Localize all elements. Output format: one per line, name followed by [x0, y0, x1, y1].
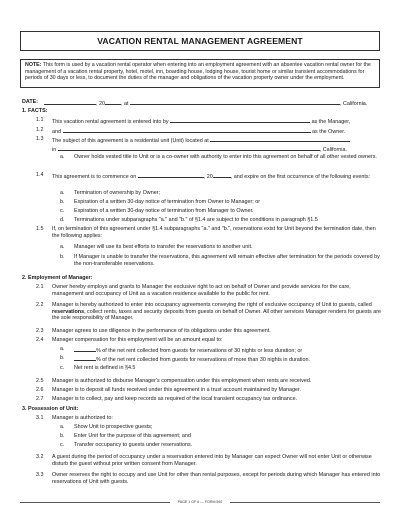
para-num: 2.6: [36, 387, 44, 393]
short-stay-percent-field[interactable]: [74, 346, 96, 352]
footer-text: PAGE 1 OF 6 — FORM 592: [177, 500, 223, 504]
item-text: If Manager is unable to transfer the reservations, this agreement will remain effective after termination for the periods covered by the non-transferable reservations.: [74, 254, 380, 267]
para-text: 20: [206, 174, 213, 180]
para-num: 1.3: [36, 136, 44, 142]
note-box: [20, 59, 380, 88]
date-label: DATE:: [22, 99, 39, 105]
page-footer: [0, 500, 400, 504]
item-text: Owner holds vested title to Unit or is a co-owner with authority to enter into this agreement on behalf of all other vested owners.: [74, 154, 377, 160]
section-1-heading: 1. FACTS:: [22, 108, 48, 114]
date-field[interactable]: [44, 99, 96, 105]
date-at: at: [124, 101, 129, 107]
item-text: Show Unit to prospective guests;: [74, 424, 153, 430]
para-num: 2.4: [36, 337, 44, 343]
long-stay-percent-field[interactable]: [74, 355, 96, 361]
date-state: , California.: [340, 101, 368, 107]
owner-name-field[interactable]: [63, 127, 311, 133]
para-2-3: Manager agrees to use diligence in the performance of its obligations under this agreement.: [52, 328, 271, 334]
para-text: in: [52, 147, 57, 153]
para-text: and: [52, 129, 61, 135]
item-letter: c.: [60, 208, 65, 214]
para-num: 1.1: [36, 117, 44, 123]
para-1-5: If, on termination of this agreement under §1.4 subparagraphs "a." and "b.", reservations exist for Unit beyond the termination date, then the following applies:: [52, 226, 376, 239]
item-letter: a.: [60, 346, 65, 352]
para-text: as the Manager,: [311, 119, 351, 125]
footer-rule-left: [20, 502, 170, 503]
date-line: , 20 , at , California.: [44, 99, 367, 108]
item-letter: b.: [60, 433, 65, 439]
para-num: 1.2: [36, 127, 44, 133]
para-num: 2.3: [36, 328, 44, 334]
para-num: 3.3: [36, 472, 44, 478]
para-bold: reservations: [52, 308, 85, 315]
para-num: 1.4: [36, 172, 44, 178]
item-letter: c.: [60, 442, 65, 448]
date-place-field[interactable]: [130, 99, 340, 105]
item-text: Terminations under subparagraphs "a." and "b." of §1.4 are subject to the conditions in paragraph §1.5: [74, 217, 318, 223]
unit-address-field[interactable]: [210, 136, 350, 142]
para-num: 2.5: [36, 378, 44, 384]
item-text: % of the net rent collected from guests for reservations of 30 nights or less duration; or: [96, 348, 303, 354]
item-letter: b.: [60, 199, 65, 205]
item-letter: b.: [60, 254, 65, 260]
footer-rule-right: [230, 502, 380, 503]
date-year-field[interactable]: [105, 99, 121, 105]
para-2-7: Manager is to collect, pay and keep records as required of the local transient occupancy tax ordinance.: [52, 396, 298, 402]
item-text: Expiration of a written 30-day notice of termination from Manager to Owner.: [74, 208, 254, 214]
item-text: Transfer occupancy to guests under reservations.: [74, 442, 193, 448]
item-2-4-b: [74, 355, 310, 364]
para-num: 2.7: [36, 396, 44, 402]
para-1-2: [52, 127, 345, 136]
item-letter: a.: [60, 424, 65, 430]
item-text: Net rent is defined in §4.5: [74, 365, 136, 371]
item-text: Termination of ownership by Owner;: [74, 190, 160, 196]
para-text: , collect rents, taxes and security deposits from guests on behalf of Owner. All other services Manager renders for guests are the sole responsibility of Manager.: [52, 308, 381, 322]
para-text: The subject of this agreement is a residential unit (Unit) located at: [52, 138, 209, 144]
para-text: , and expire on the first occurrence of the following events:: [230, 174, 371, 180]
para-2-4: Manager compensation for this employment will be an amount equal to:: [52, 337, 223, 343]
section-2-heading: 2. Employment of Manager:: [22, 275, 93, 281]
para-num: 3.1: [36, 415, 44, 421]
item-letter: d.: [60, 217, 65, 223]
para-num: 3.2: [36, 454, 44, 460]
para-3-2: A guest during the period of occupancy under a reservation entered into by Manager can expect Owner will not enter Unit or otherwise disturb the guest without prior written consent from Manager.: [52, 454, 372, 467]
para-text: as the Owner.: [312, 129, 346, 135]
item-text: Enter Unit for the purpose of this agreement; and: [74, 433, 191, 439]
para-1-3-city: [52, 145, 347, 154]
para-1-3: [52, 136, 350, 145]
section-3-heading: 3. Possession of Unit:: [22, 406, 79, 412]
para-2-6: Manager is to deposit all funds received under this agreement in a trust account maintained by Manager.: [52, 387, 302, 393]
note-label: NOTE:: [25, 62, 42, 68]
para-num: 1.5: [36, 226, 44, 232]
document-title: VACATION RENTAL MANAGEMENT AGREEMENT: [20, 31, 380, 51]
item-letter: a.: [60, 244, 65, 250]
date-year-prefix: 20: [99, 101, 105, 107]
para-text: This agreement is to commence on: [52, 174, 137, 180]
item-text: % of the net rent collected from guests for reservations of more than 30 nights in duration.: [96, 357, 310, 363]
item-letter: a.: [60, 190, 65, 196]
manager-name-field[interactable]: [170, 117, 310, 123]
para-2-2: [52, 302, 382, 322]
para-text: , California.: [319, 147, 347, 153]
para-1-1: [52, 117, 350, 126]
para-3-1: Manager is authorized to:: [52, 415, 113, 421]
para-2-5: Manager is authorized to disburse Manager's compensation under this employment when rents are received.: [52, 378, 312, 384]
item-letter: a.: [60, 154, 65, 160]
para-text: This vacation rental agreement is entered into by: [52, 119, 169, 125]
commence-year-field[interactable]: [213, 172, 231, 178]
item-letter: b.: [60, 355, 65, 361]
note-text: This form is used by a vacation rental operator when entering into an employment agreement with an absentee vacation rental owner for the management of a vacation rental property, hotel, motel, inn, boarding house, lodging house, tourist home or similar transient accommodations for periods of 30 days or less, to document the duties of the manager and obligations of the vacation property owner under the employment.: [25, 62, 371, 81]
item-text: Expiration of a written 30-day notice of termination from Owner to Manager; or: [74, 199, 261, 205]
para-text: Manager is hereby authorized to enter into occupancy agreements conveying the right of exclusive occupancy of Unit to guests, called: [52, 302, 372, 308]
para-num: 2.2: [36, 302, 44, 308]
item-letter: c.: [60, 365, 65, 371]
para-num: 2.1: [36, 284, 44, 290]
para-2-1: Owner hereby employs and grants to Manager the exclusive right to act on behalf of Owner and provide services for the care, management and occupancy of Unit as a vacation residence available to the public for rent.: [52, 284, 351, 297]
commence-date-field[interactable]: [138, 172, 204, 178]
para-3-3: Owner reserves the right to occupy and use Unit for other than rental purposes, except for periods during which Manager has entered into reservations of Unit with guests.: [52, 472, 381, 485]
unit-city-field[interactable]: [58, 145, 320, 151]
para-1-4: This agreement is to commence on , 20 , and expire on the first occurrence of the following events:: [52, 174, 371, 180]
item-text: Manager will use its best efforts to transfer the reservations to another unit.: [74, 244, 253, 250]
item-2-4-a: [74, 346, 302, 355]
